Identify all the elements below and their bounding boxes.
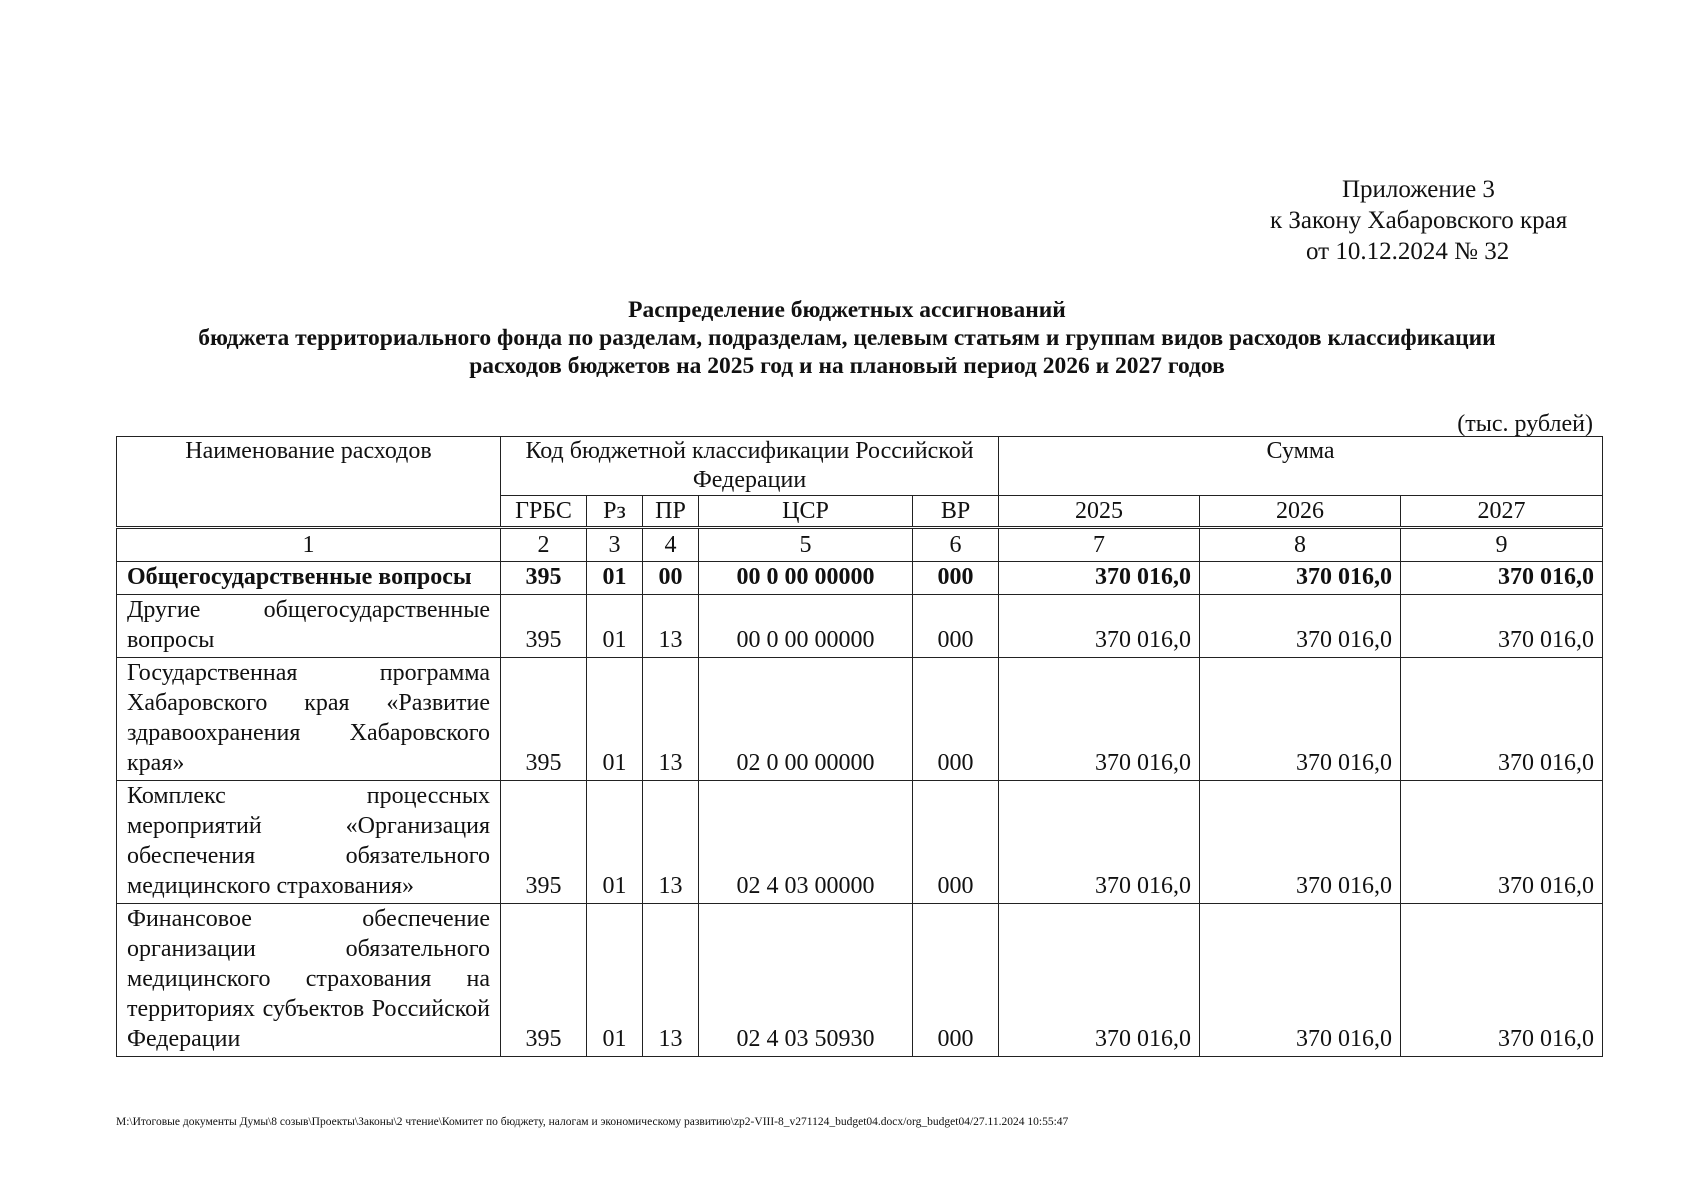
row-pr: 00 [643, 562, 699, 595]
header-sum-group: Сумма [999, 437, 1603, 496]
row-sum-2026: 370 016,0 [1200, 595, 1401, 658]
header-pr: ПР [643, 496, 699, 528]
row-name: Государственная программа Хабаровского края «Развитие здравоохранения Хабаровского края» [117, 658, 501, 781]
column-number: 9 [1401, 528, 1603, 562]
budget-table [116, 436, 1603, 1057]
row-name: Финансовое обеспечение организации обязательного медицинского страхования на территориях субъектов Российской Федерации [117, 904, 501, 1057]
table-row [117, 781, 1603, 904]
row-name: Другие общегосударственные вопросы [117, 595, 501, 658]
row-csr: 00 0 00 00000 [699, 562, 913, 595]
row-vr: 000 [913, 562, 999, 595]
header-name: Наименование расходов [117, 437, 501, 528]
column-number: 4 [643, 528, 699, 562]
header-2026: 2026 [1200, 496, 1401, 528]
row-csr: 02 0 00 00000 [699, 658, 913, 781]
row-pr: 13 [643, 904, 699, 1057]
row-csr: 02 4 03 00000 [699, 781, 913, 904]
column-number: 1 [117, 528, 501, 562]
appendix-block [1240, 174, 1600, 267]
row-grbs: 395 [501, 904, 587, 1057]
row-pr: 13 [643, 658, 699, 781]
row-rz: 01 [587, 904, 643, 1057]
row-sum-2026: 370 016,0 [1200, 781, 1401, 904]
units-label: (тыс. рублей) [1457, 411, 1593, 437]
row-sum-2027: 370 016,0 [1401, 658, 1603, 781]
row-grbs: 395 [501, 658, 587, 781]
header-code-group: Код бюджетной классификации Российской Федерации [501, 437, 999, 496]
row-vr: 000 [913, 658, 999, 781]
row-sum-2027: 370 016,0 [1401, 904, 1603, 1057]
column-number: 2 [501, 528, 587, 562]
row-grbs: 395 [501, 562, 587, 595]
title-line-3: расходов бюджетов на 2025 год и на плановый период 2026 и 2027 годов [469, 353, 1225, 379]
appendix-number: Приложение 3 [1342, 176, 1495, 203]
table-row [117, 595, 1603, 658]
row-vr: 000 [913, 781, 999, 904]
column-number: 7 [999, 528, 1200, 562]
document-title [110, 296, 1584, 380]
row-grbs: 395 [501, 781, 587, 904]
row-sum-2027: 370 016,0 [1401, 595, 1603, 658]
header-csr: ЦСР [699, 496, 913, 528]
row-name: Общегосударственные вопросы [117, 562, 501, 595]
file-path-footer: M:\Итоговые документы Думы\8 созыв\Проекты\Законы\2 чтение\Комитет по бюджету, налогам и экономическому развитию\zp2-VIII-8_v271124_budget04.docx/org_budget04/27.11.2024 10:55:47 [116, 1116, 1069, 1128]
appendix-date: от 10.12.2024 № 32 [1306, 238, 1510, 265]
row-vr: 000 [913, 595, 999, 658]
row-csr: 00 0 00 00000 [699, 595, 913, 658]
row-sum-2026: 370 016,0 [1200, 562, 1401, 595]
header-2027: 2027 [1401, 496, 1603, 528]
table-row [117, 562, 1603, 595]
row-rz: 01 [587, 658, 643, 781]
row-sum-2026: 370 016,0 [1200, 658, 1401, 781]
header-vr: ВР [913, 496, 999, 528]
row-pr: 13 [643, 595, 699, 658]
row-csr: 02 4 03 50930 [699, 904, 913, 1057]
title-line-1: Распределение бюджетных ассигнований [628, 297, 1066, 323]
column-number: 5 [699, 528, 913, 562]
table-row [117, 658, 1603, 781]
header-grbs: ГРБС [501, 496, 587, 528]
row-grbs: 395 [501, 595, 587, 658]
header-rz: Рз [587, 496, 643, 528]
title-line-2: бюджета территориального фонда по разделам, подразделам, целевым статьям и группам видов расходов классификации [198, 325, 1496, 351]
row-sum-2025: 370 016,0 [999, 595, 1200, 658]
column-number: 8 [1200, 528, 1401, 562]
row-sum-2027: 370 016,0 [1401, 562, 1603, 595]
row-sum-2025: 370 016,0 [999, 781, 1200, 904]
row-sum-2026: 370 016,0 [1200, 904, 1401, 1057]
header-2025: 2025 [999, 496, 1200, 528]
row-vr: 000 [913, 904, 999, 1057]
column-number: 6 [913, 528, 999, 562]
appendix-law: к Закону Хабаровского края [1270, 207, 1568, 234]
column-numbers-row [117, 528, 1603, 562]
row-rz: 01 [587, 595, 643, 658]
row-sum-2025: 370 016,0 [999, 904, 1200, 1057]
row-sum-2025: 370 016,0 [999, 658, 1200, 781]
row-pr: 13 [643, 781, 699, 904]
row-name: Комплекс процессных мероприятий «Организация обеспечения обязательного медицинского страхования» [117, 781, 501, 904]
row-sum-2027: 370 016,0 [1401, 781, 1603, 904]
row-rz: 01 [587, 781, 643, 904]
row-sum-2025: 370 016,0 [999, 562, 1200, 595]
column-number: 3 [587, 528, 643, 562]
table-row [117, 904, 1603, 1057]
row-rz: 01 [587, 562, 643, 595]
